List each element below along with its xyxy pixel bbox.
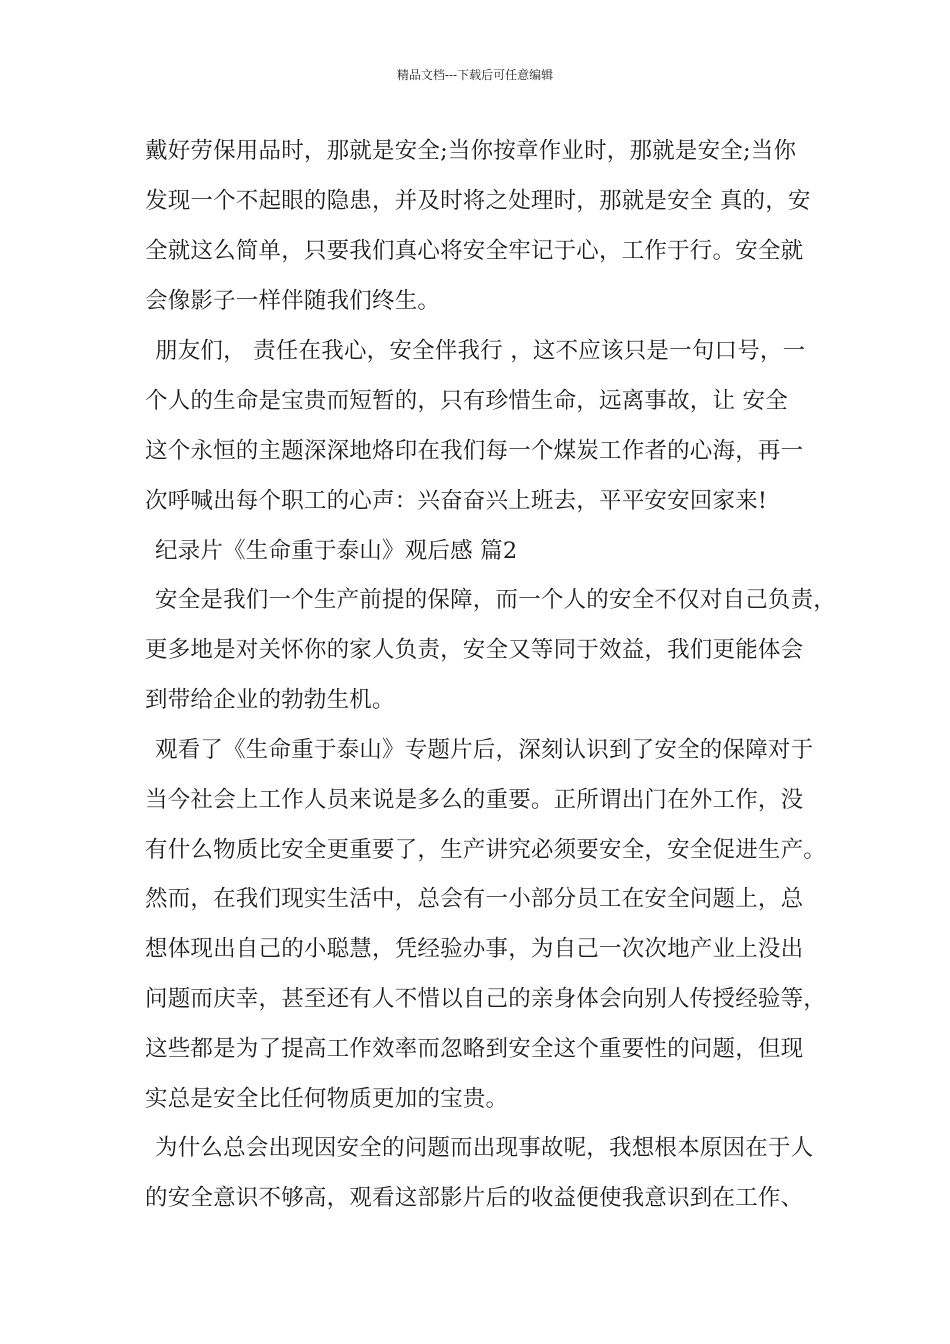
page-header: 精品文档---下载后可任意编辑 xyxy=(396,68,554,82)
text-line: 安全是我们一个生产前提的保障，而一个人的安全不仅对自己负责， xyxy=(155,587,837,613)
text-line: 实总是安全比任何物质更加的宝贵。 xyxy=(145,1086,509,1112)
text-line: 更多地是对关怀你的家人负责，安全又等同于效益，我们更能体会 xyxy=(145,637,804,663)
text-line: 全就这么简单，只要我们真心将安全牢记于心，工作于行。安全就 xyxy=(145,238,804,264)
text-line: 朋友们， 责任在我心，安全伴我行 ，这不应该只是一句口号，一 xyxy=(155,338,806,364)
text-line: 戴好劳保用品时，那就是安全;当你按章作业时，那就是安全;当你 xyxy=(145,138,797,164)
text-line: 的安全意识不够高，观看这部影片后的收益便使我意识到在工作、 xyxy=(145,1185,804,1211)
text-line: 为什么总会出现因安全的问题而出现事故呢，我想根本原因在于人 xyxy=(155,1135,814,1161)
text-line: 这些都是为了提高工作效率而忽略到安全这个重要性的问题，但现 xyxy=(145,1036,804,1062)
text-line: 观看了《生命重于泰山》专题片后，深刻认识到了安全的保障对于 xyxy=(155,737,814,763)
text-line: 问题而庆幸，甚至还有人不惜以自己的亲身体会向别人传授经验等， xyxy=(145,986,827,1012)
text-line: 有什么物质比安全更重要了，生产讲究必须要安全，安全促进生产。 xyxy=(145,837,827,863)
text-line: 个人的生命是宝贵而短暂的，只有珍惜生命，远离事故，让 安全 xyxy=(145,388,788,414)
text-line: 会像影子一样伴随我们终生。 xyxy=(145,288,441,314)
text-line: 次呼喊出每个职工的心声：兴奋奋兴上班去，平平安安回家来! xyxy=(145,488,768,514)
text-line: 到带给企业的勃勃生机。 xyxy=(145,687,395,713)
text-line: 这个永恒的主题深深地烙印在我们每一个煤炭工作者的心海，再一 xyxy=(145,438,804,464)
text-line: 发现一个不起眼的隐患，并及时将之处理时，那就是安全 真的，安 xyxy=(145,188,811,214)
text-line: 当今社会上工作人员来说是多么的重要。正所谓出门在外工作，没 xyxy=(145,787,804,813)
text-line: 然而，在我们现实生活中，总会有一小部分员工在安全问题上，总 xyxy=(145,886,804,912)
section-heading: 纪录片《生命重于泰山》观后感 篇2 xyxy=(155,538,518,564)
text-line: 想体现出自己的小聪慧，凭经验办事，为自己一次次地产业上没出 xyxy=(145,936,804,962)
